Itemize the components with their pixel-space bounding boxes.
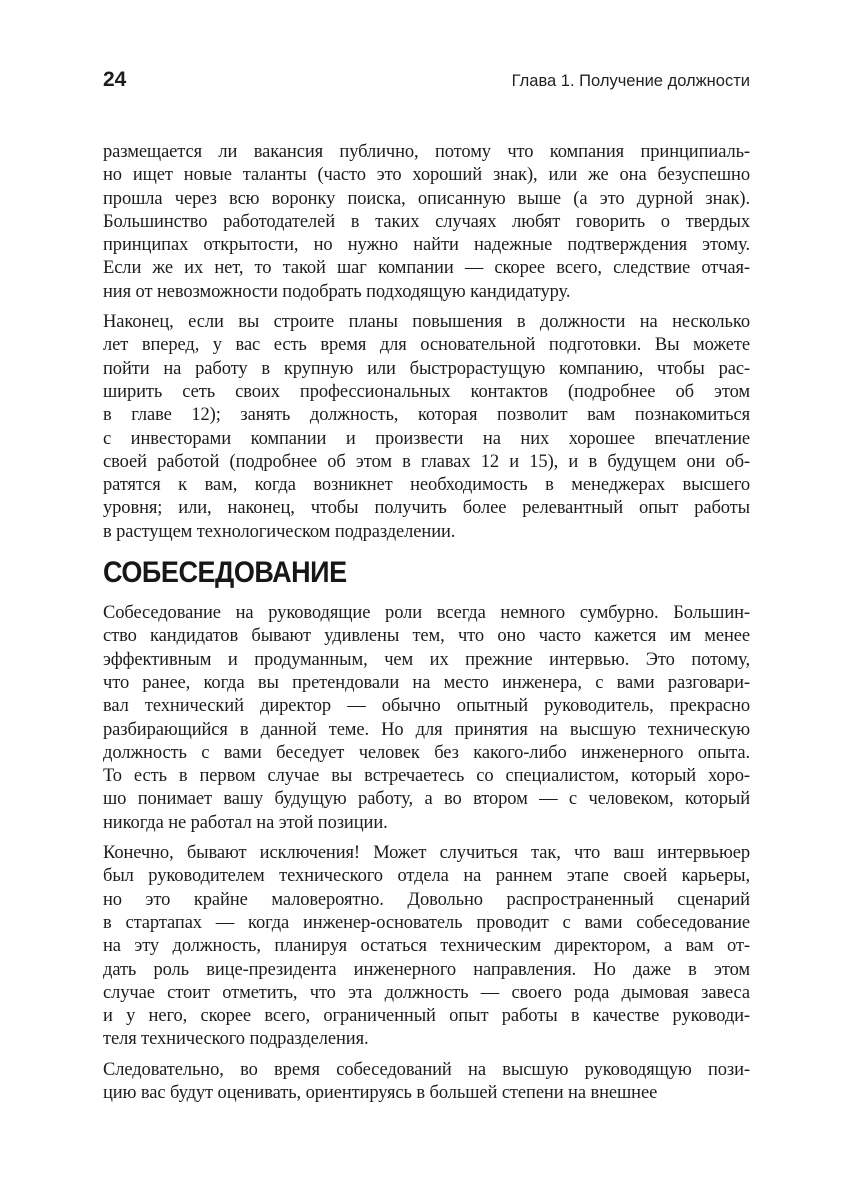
text-line: Если же их нет, то такой шаг компании — скорее всего, следствие отчая- — [103, 258, 750, 279]
text-line: своей работой (подробнее об этом в главах 12 и 15), и в будущем они об- — [103, 451, 750, 472]
text-line: в главе 12); занять должность, которая позволит вам познакомиться — [103, 405, 750, 426]
page-body — [103, 141, 750, 1112]
paragraph — [103, 602, 750, 835]
text-line: должность с вами беседует человек без какого-либо инженерного опыта. — [103, 742, 750, 763]
text-line: ширить сеть своих профессиональных контактов (подробнее об этом — [103, 381, 750, 402]
paragraph — [103, 311, 750, 544]
section-heading: СОБЕСЕДОВАНИЕ — [103, 556, 347, 590]
page-number: 24 — [103, 68, 127, 91]
text-line: Наконец, если вы строите планы повышения в должности на несколько — [103, 312, 750, 333]
text-line: теля технического подразделения. — [103, 1029, 369, 1050]
text-line: То есть в первом случае вы встречаетесь со специалистом, который хоро- — [103, 766, 750, 787]
text-line: что ранее, когда вы претендовали на место инженера, с вами разговари- — [103, 672, 750, 693]
text-line: размещается ли вакансия публично, потому что компания принципиаль- — [103, 142, 750, 162]
text-line: уровня; или, наконец, чтобы получить более релевантный опыт работы — [103, 498, 750, 519]
text-line: в растущем технологическом подразделении. — [103, 521, 456, 542]
text-line: шо понимает вашу будущую работу, а во втором — с человеком, который — [103, 789, 750, 810]
text-line: но ищет новые таланты (часто это хороший знак), или же она безуспешно — [103, 165, 750, 186]
text-line: в стартапах — когда инженер-основатель проводит с вами собеседование — [103, 912, 750, 933]
text-line: Следовательно, во время собеседований на высшую руководящую пози- — [103, 1059, 750, 1080]
text-line: случае стоит отметить, что эта должность — своего рода дымовая завеса — [103, 982, 750, 1003]
text-line: был руководителем технического отдела на раннем этапе своей карьеры, — [103, 866, 750, 887]
text-line: и у него, скорее всего, ограниченный опыт работы в качестве руководи- — [103, 1006, 750, 1027]
text-line: ния от невозможности подобрать подходящую кандидатуру. — [103, 281, 571, 302]
text-line: ство кандидатов бывают удивлены тем, что оно часто кажется им менее — [103, 626, 750, 647]
running-head: Глава 1. Получение должности — [511, 72, 750, 90]
paragraph — [103, 842, 750, 1052]
text-line: но это крайне маловероятно. Довольно распространенный сценарий — [103, 889, 750, 910]
text-line: принципах открытости, но нужно найти надежные подтверждения этому. — [103, 235, 750, 256]
text-line: вал технический директор — обычно опытный руководитель, прекрасно — [103, 696, 750, 717]
text-line: цию вас будут оценивать, ориентируясь в большей степени на внешнее — [103, 1082, 658, 1103]
text-line: прошла через всю воронку поиска, описанную выше (а это дурной знак). — [103, 188, 750, 209]
text-line: разбирающийся в данной теме. Но для принятия на высшую техническую — [103, 719, 750, 740]
text-line: Конечно, бывают исключения! Может случиться так, что ваш интервьюер — [103, 843, 750, 864]
text-line: лет вперед, у вас есть время для основательной подготовки. Вы можете — [103, 335, 750, 356]
text-line: дать роль вице-президента инженерного направления. Но даже в этом — [103, 959, 750, 980]
paragraph — [103, 141, 750, 304]
text-line: эффективным и продуманным, чем их прежние интервью. Это потому, — [103, 649, 750, 670]
text-line: Большинство работодателей в таких случаях любят говорить о твердых — [103, 211, 750, 232]
page-header — [103, 68, 750, 92]
text-line: Собеседование на руководящие роли всегда немного сумбурно. Большин- — [103, 603, 750, 624]
text-line: с инвесторами компании и произвести на них хорошее впечатление — [103, 428, 750, 449]
text-line: никогда не работал на этой позиции. — [103, 812, 388, 833]
text-line: ратятся к вам, когда возникнет необходимость в менеджерах высшего — [103, 475, 750, 496]
text-line: на эту должность, планируя остаться техническим директором, а вам от- — [103, 936, 750, 957]
paragraph — [103, 1059, 750, 1106]
text-line: пойти на работу в крупную или быстрорастущую компанию, чтобы рас- — [103, 358, 750, 379]
